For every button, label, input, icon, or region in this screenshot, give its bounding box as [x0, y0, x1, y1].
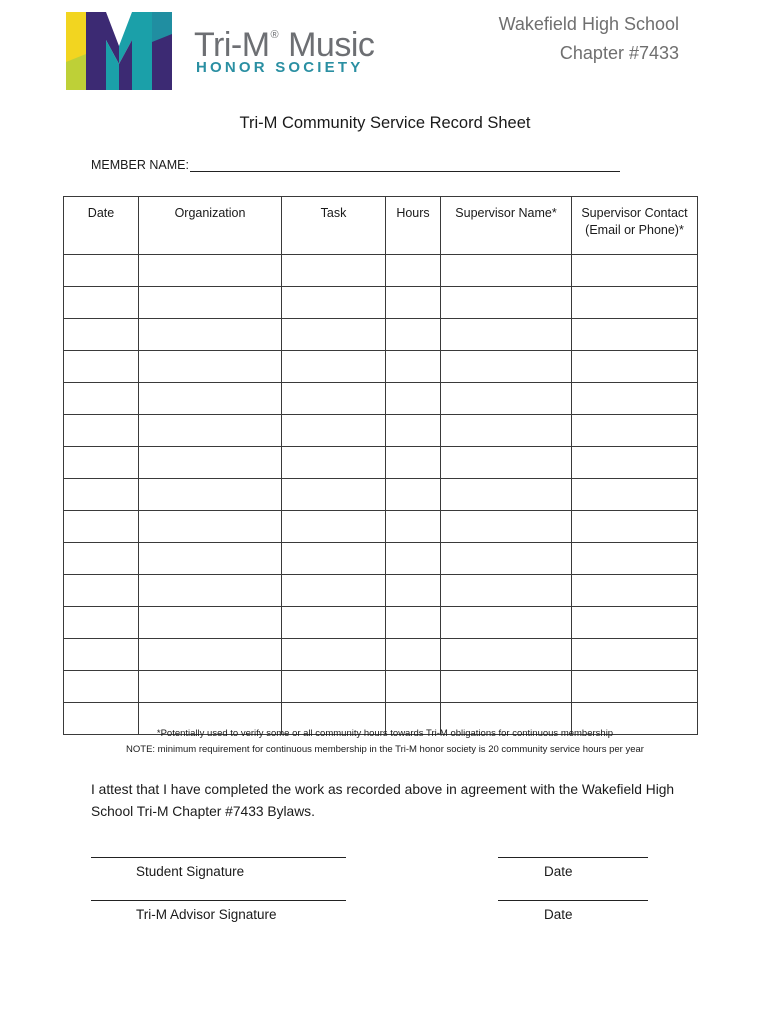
supervisor-contact-cell[interactable]	[572, 287, 698, 319]
organization-cell[interactable]	[139, 255, 282, 287]
supervisor-contact-cell[interactable]	[572, 447, 698, 479]
student-signature-line[interactable]	[91, 857, 346, 858]
organization-cell[interactable]	[139, 287, 282, 319]
supervisor-contact-cell[interactable]	[572, 351, 698, 383]
supervisor-contact-cell[interactable]	[572, 671, 698, 703]
task-cell[interactable]	[282, 287, 386, 319]
supervisor-name-cell[interactable]	[441, 351, 572, 383]
date-cell[interactable]	[64, 479, 139, 511]
organization-cell[interactable]	[139, 351, 282, 383]
supervisor-contact-cell[interactable]	[572, 255, 698, 287]
table-row	[64, 287, 698, 319]
hours-cell[interactable]	[386, 479, 441, 511]
table-row	[64, 319, 698, 351]
column-header-supervisor-contact: Supervisor Contact (Email or Phone)*	[572, 197, 698, 255]
advisor-date-line[interactable]	[498, 900, 648, 901]
date-cell[interactable]	[64, 287, 139, 319]
date-cell[interactable]	[64, 255, 139, 287]
table-row	[64, 543, 698, 575]
organization-cell[interactable]	[139, 607, 282, 639]
supervisor-name-cell[interactable]	[441, 447, 572, 479]
task-cell[interactable]	[282, 511, 386, 543]
hours-cell[interactable]	[386, 511, 441, 543]
table-row	[64, 671, 698, 703]
minimum-hours-note: NOTE: minimum requirement for continuous membership in the Tri-M honor society is 20 community service hours per year	[126, 744, 644, 755]
supervisor-name-cell[interactable]	[441, 543, 572, 575]
date-cell[interactable]	[64, 415, 139, 447]
student-signature-label: Student Signature	[136, 864, 245, 879]
school-name: Wakefield High School	[498, 14, 679, 34]
column-header-date: Date	[64, 197, 139, 255]
date-cell[interactable]	[64, 351, 139, 383]
advisor-signature-label: Tri-M Advisor Signature	[136, 907, 277, 922]
supervisor-name-cell[interactable]	[441, 287, 572, 319]
hours-cell[interactable]	[386, 319, 441, 351]
date-cell[interactable]	[64, 607, 139, 639]
student-date-line[interactable]	[498, 857, 648, 858]
task-cell[interactable]	[282, 543, 386, 575]
hours-cell[interactable]	[386, 447, 441, 479]
supervisor-name-cell[interactable]	[441, 511, 572, 543]
hours-cell[interactable]	[386, 287, 441, 319]
task-cell[interactable]	[282, 415, 386, 447]
task-cell[interactable]	[282, 479, 386, 511]
supervisor-name-cell[interactable]	[441, 639, 572, 671]
logo-name-suffix: Music	[288, 26, 375, 64]
table-row	[64, 255, 698, 287]
logo-subtitle: HONOR SOCIETY	[196, 59, 364, 76]
organization-cell[interactable]	[139, 543, 282, 575]
supervisor-name-cell[interactable]	[441, 607, 572, 639]
date-cell[interactable]	[64, 671, 139, 703]
table-row	[64, 639, 698, 671]
member-name-field[interactable]	[190, 158, 620, 172]
task-cell[interactable]	[282, 639, 386, 671]
registered-mark: ®	[270, 29, 279, 41]
supervisor-contact-cell[interactable]	[572, 639, 698, 671]
date-cell[interactable]	[64, 639, 139, 671]
hours-cell[interactable]	[386, 639, 441, 671]
organization-cell[interactable]	[139, 639, 282, 671]
organization-cell[interactable]	[139, 575, 282, 607]
supervisor-name-cell[interactable]	[441, 255, 572, 287]
table-row	[64, 607, 698, 639]
date-cell[interactable]	[64, 575, 139, 607]
service-record-table	[63, 196, 698, 735]
task-cell[interactable]	[282, 671, 386, 703]
supervisor-contact-cell[interactable]	[572, 479, 698, 511]
student-date-label: Date	[544, 864, 573, 879]
supervisor-contact-cell[interactable]	[572, 575, 698, 607]
school-header	[499, 10, 679, 68]
table-row	[64, 479, 698, 511]
member-name-label: MEMBER NAME:	[91, 158, 189, 172]
organization-cell[interactable]	[139, 447, 282, 479]
column-header-organization: Organization	[139, 197, 282, 255]
date-cell[interactable]	[64, 319, 139, 351]
column-header-task: Task	[282, 197, 386, 255]
table-header-row	[64, 197, 698, 255]
logo-name: Tri-M	[194, 26, 270, 64]
attestation-statement: I attest that I have completed the work as recorded above in agreement with the Wakefield High School Tri-M Chapter #7433 Bylaws.	[91, 782, 675, 819]
hours-cell[interactable]	[386, 351, 441, 383]
supervisor-contact-cell[interactable]	[572, 543, 698, 575]
supervisor-name-cell[interactable]	[441, 319, 572, 351]
table-row	[64, 351, 698, 383]
asterisk-note: *Potentially used to verify some or all community hours towards Tri-M obligations for continuous membership	[156, 728, 614, 739]
table-row	[64, 383, 698, 415]
task-cell[interactable]	[282, 255, 386, 287]
hours-cell[interactable]	[386, 543, 441, 575]
supervisor-name-cell[interactable]	[441, 383, 572, 415]
hours-cell[interactable]	[386, 415, 441, 447]
task-cell[interactable]	[282, 607, 386, 639]
date-cell[interactable]	[64, 447, 139, 479]
supervisor-contact-cell[interactable]	[572, 607, 698, 639]
advisor-signature-line[interactable]	[91, 900, 346, 901]
supervisor-name-cell[interactable]	[441, 415, 572, 447]
task-cell[interactable]	[282, 575, 386, 607]
task-cell[interactable]	[282, 319, 386, 351]
task-cell[interactable]	[282, 447, 386, 479]
table-row	[64, 575, 698, 607]
organization-cell[interactable]	[139, 511, 282, 543]
organization-cell[interactable]	[139, 671, 282, 703]
date-cell[interactable]	[64, 543, 139, 575]
supervisor-name-cell[interactable]	[441, 671, 572, 703]
column-header-hours: Hours	[386, 197, 441, 255]
page-title: Tri-M Community Service Record Sheet	[239, 114, 531, 132]
date-cell[interactable]	[64, 383, 139, 415]
table-row	[64, 447, 698, 479]
hours-cell[interactable]	[386, 575, 441, 607]
chapter-number: Chapter #7433	[559, 43, 679, 63]
organization-cell[interactable]	[139, 479, 282, 511]
supervisor-contact-cell[interactable]	[572, 319, 698, 351]
member-name-row	[91, 158, 620, 172]
date-cell[interactable]	[64, 511, 139, 543]
table-body	[64, 255, 698, 735]
organization-cell[interactable]	[139, 319, 282, 351]
hours-cell[interactable]	[386, 607, 441, 639]
tri-m-logo-mark	[66, 12, 172, 90]
hours-cell[interactable]	[386, 671, 441, 703]
organization-cell[interactable]	[139, 415, 282, 447]
organization-cell[interactable]	[139, 383, 282, 415]
column-header-supervisor-name: Supervisor Name*	[441, 197, 572, 255]
logo-wordmark	[194, 15, 374, 65]
table-row	[64, 511, 698, 543]
supervisor-name-cell[interactable]	[441, 479, 572, 511]
task-cell[interactable]	[282, 351, 386, 383]
advisor-date-label: Date	[544, 907, 573, 922]
supervisor-contact-cell[interactable]	[572, 383, 698, 415]
hours-cell[interactable]	[386, 255, 441, 287]
supervisor-contact-cell[interactable]	[572, 511, 698, 543]
supervisor-contact-cell[interactable]	[572, 415, 698, 447]
task-cell[interactable]	[282, 383, 386, 415]
table-row	[64, 415, 698, 447]
supervisor-name-cell[interactable]	[441, 575, 572, 607]
hours-cell[interactable]	[386, 383, 441, 415]
